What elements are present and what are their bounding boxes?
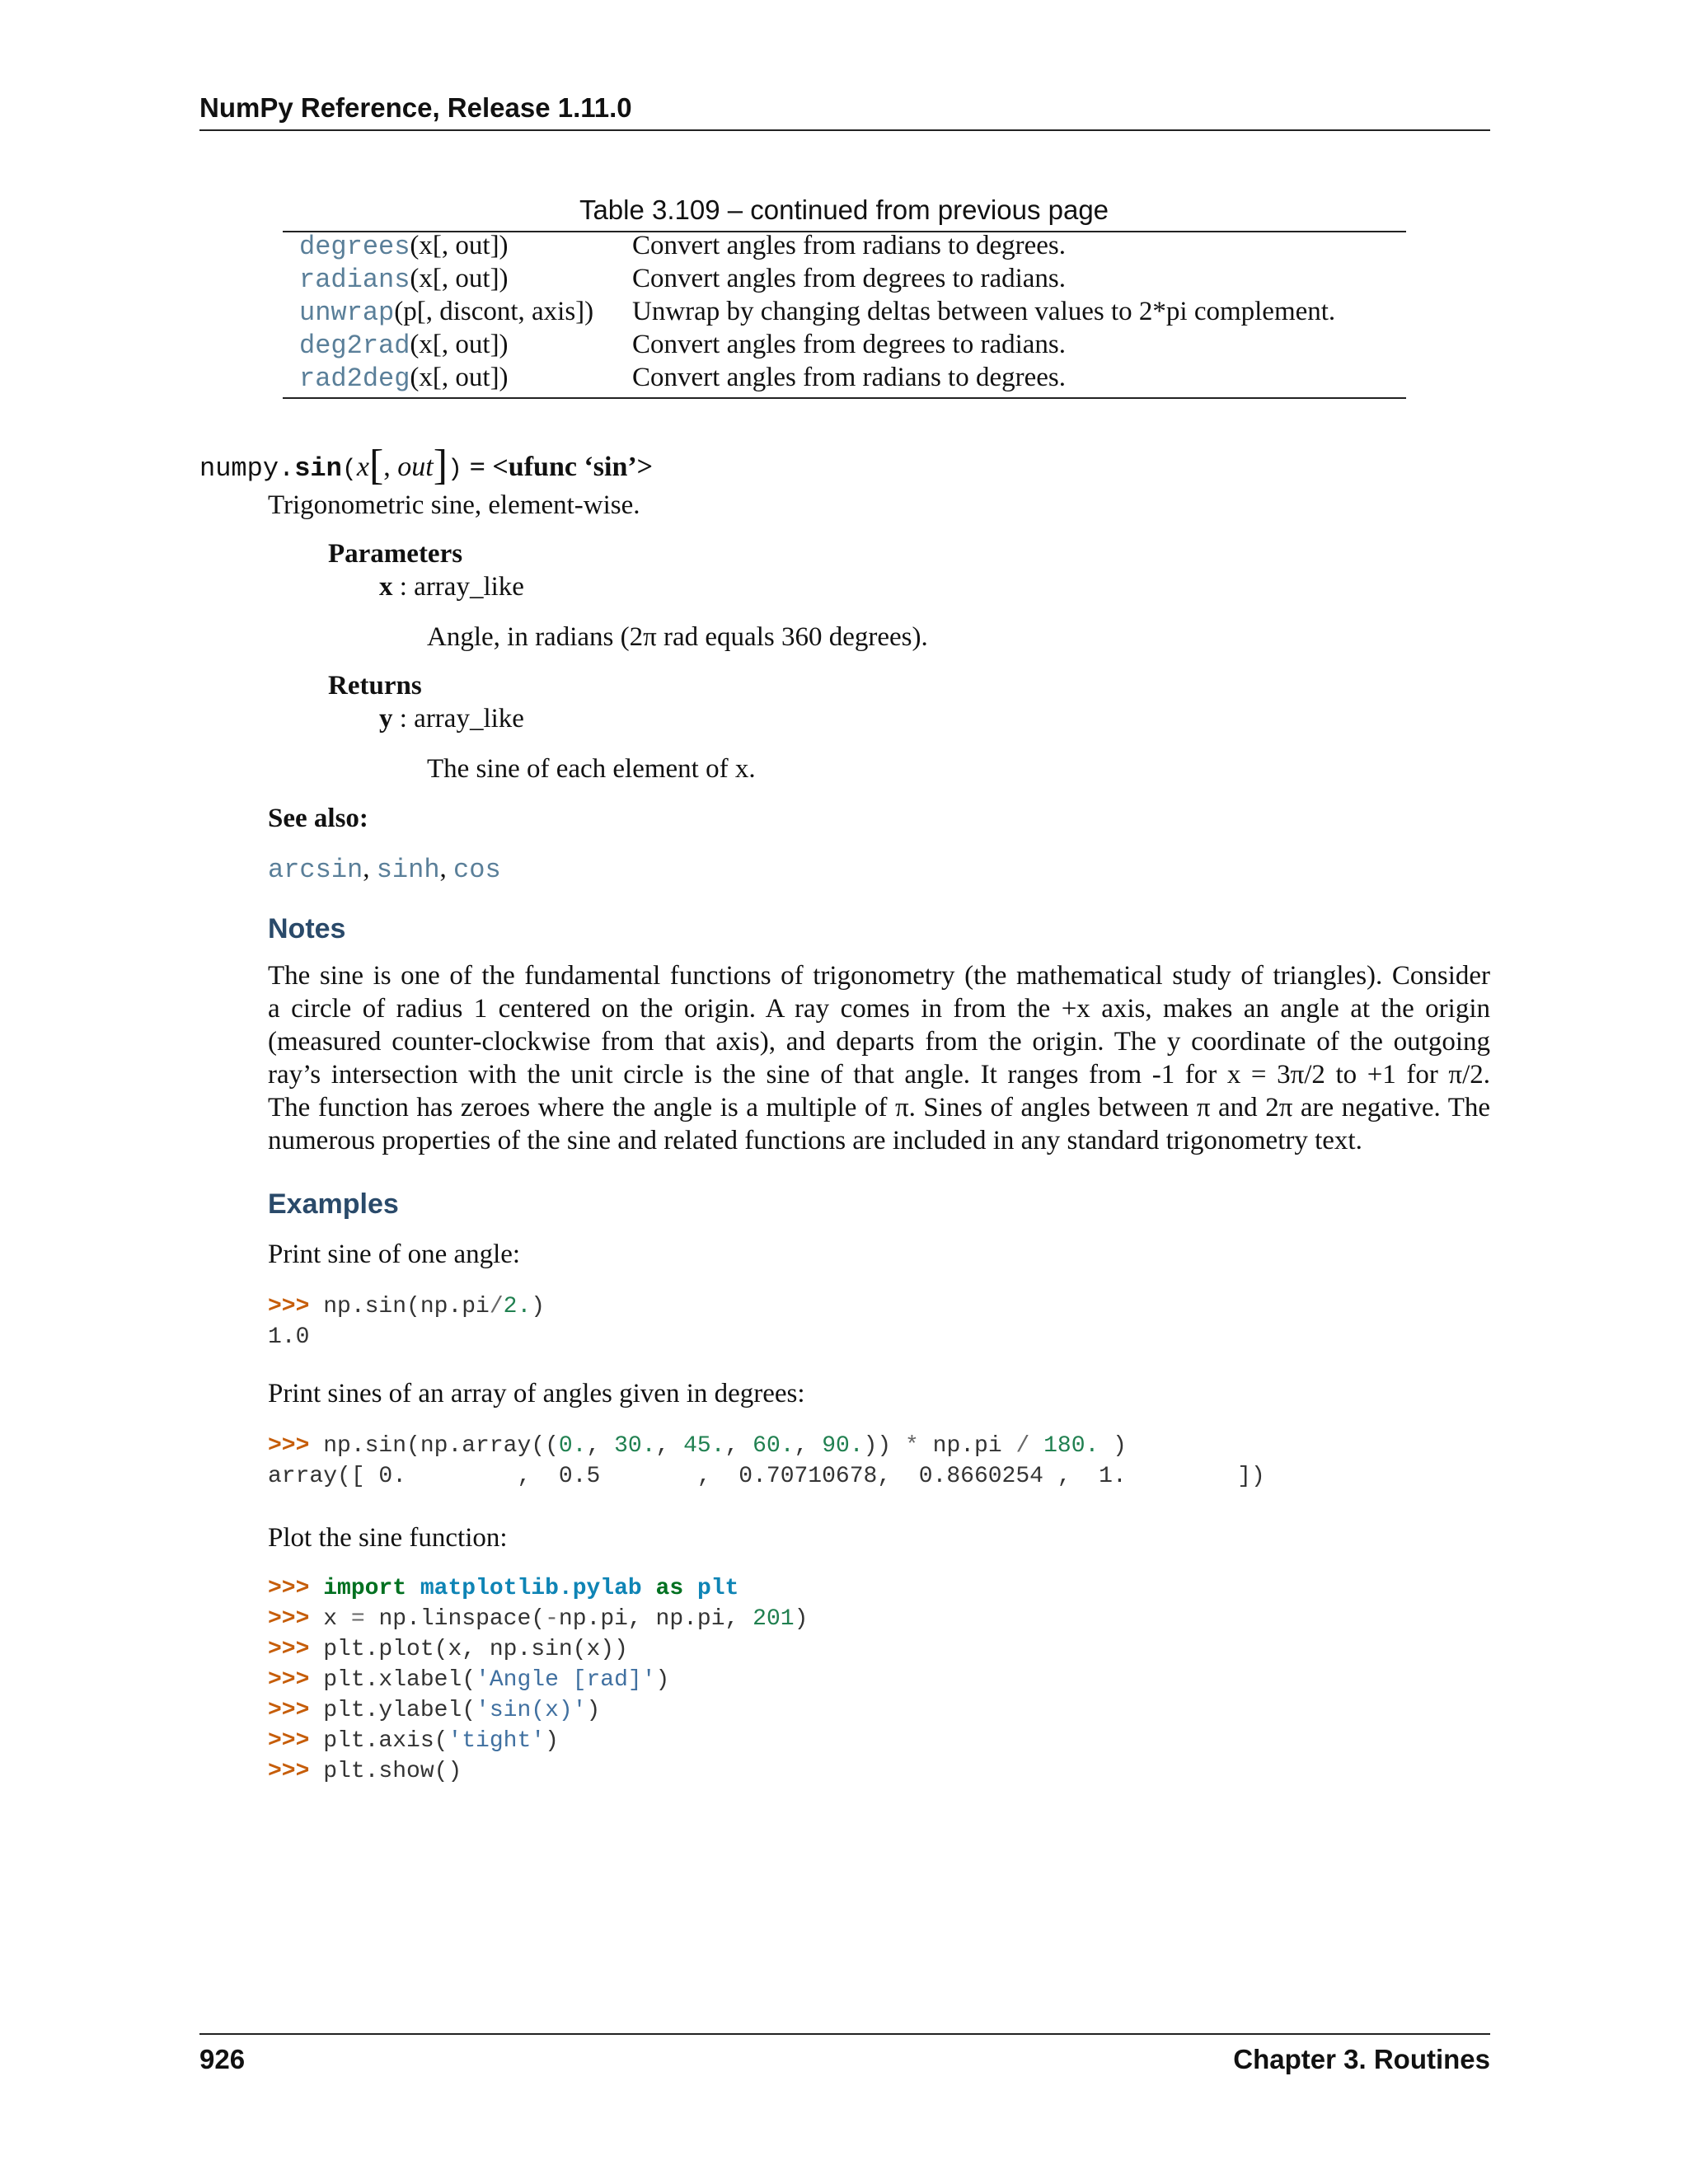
code-text: plt.ylabel(: [309, 1698, 476, 1723]
table-row: [283, 330, 1406, 363]
code-number: 201: [753, 1606, 795, 1632]
code-prompt: >>>: [268, 1759, 310, 1784]
code-number: 30.: [614, 1433, 656, 1459]
function-link-rad2deg[interactable]: rad2deg: [299, 363, 410, 394]
code-operator: /: [489, 1294, 504, 1319]
notes-line: a circle of radius 1 centered on the origin. A ray comes in from the +x axis, makes an angle at the origin: [268, 994, 1490, 1024]
function-args: (x[, out]): [410, 330, 509, 359]
table-row: [283, 363, 1406, 396]
examples-intro-1: Print sine of one angle:: [268, 1240, 521, 1269]
code-text: plt.plot(x, np.sin(x)): [309, 1637, 628, 1662]
code-output: array([ 0. , 0.5 , 0.70710678, 0.8660254 , 1. ]): [268, 1464, 1265, 1489]
code-prompt: >>>: [268, 1576, 310, 1601]
function-args: (x[, out]): [410, 231, 509, 260]
return-description: The sine of each element of x.: [427, 754, 756, 784]
code-line: [268, 1698, 600, 1723]
code-prompt: >>>: [268, 1637, 310, 1662]
function-link-degrees[interactable]: degrees: [299, 232, 410, 262]
see-also-link-cos[interactable]: cos: [453, 855, 501, 885]
notes-heading: Notes: [268, 913, 346, 944]
signature-name: sin: [294, 453, 342, 484]
code-line: [268, 1667, 669, 1693]
code-line: [268, 1759, 462, 1784]
code-text: x: [309, 1606, 351, 1632]
code-keyword: as: [655, 1576, 684, 1601]
code-text: ): [531, 1294, 546, 1319]
function-link-unwrap[interactable]: unwrap: [299, 298, 395, 328]
see-also-separator: ,: [363, 854, 377, 883]
code-prompt: >>>: [268, 1698, 310, 1723]
table-row: [283, 297, 1406, 330]
code-number: 90.: [822, 1433, 864, 1459]
function-link-deg2rad[interactable]: deg2rad: [299, 330, 410, 361]
code-module: matplotlib.pylab: [420, 1576, 642, 1601]
code-text: plt.axis(: [309, 1728, 448, 1754]
code-operator: =: [350, 1606, 365, 1632]
examples-heading: Examples: [268, 1188, 399, 1220]
code-text: ): [655, 1667, 670, 1693]
code-text: plt.xlabel(: [309, 1667, 476, 1693]
signature-close-bracket: ]: [433, 442, 448, 489]
examples-intro-2: Print sines of an array of angles given in degrees:: [268, 1379, 805, 1408]
table-bottom-rule: [283, 397, 1406, 399]
see-also-separator: ,: [439, 854, 454, 883]
table-row: [283, 264, 1406, 297]
function-description: Convert angles from radians to degrees.: [632, 363, 1067, 392]
notes-line: The sine is one of the fundamental functions of trigonometry (the mathematical study of triangles). Consider: [268, 961, 1490, 991]
parameter-x: [379, 570, 524, 603]
code-output: 1.0: [268, 1324, 310, 1350]
code-number: 2.: [503, 1294, 532, 1319]
notes-line: numerous properties of the sine and related functions are included in any standard trigonometry text.: [268, 1126, 1362, 1155]
code-text: ,: [724, 1433, 753, 1459]
see-also-heading: See also:: [268, 804, 368, 833]
code-operator: /: [1015, 1433, 1030, 1459]
parameter-name: x: [379, 572, 393, 602]
signature-arg-x: x: [356, 452, 369, 482]
code-operator: *: [905, 1433, 919, 1459]
returns-heading: Returns: [328, 671, 422, 701]
signature-arg-out: out: [397, 452, 434, 482]
code-text: np.sin(np.pi: [309, 1294, 490, 1319]
signature-module: numpy.: [199, 453, 295, 484]
code-operator: -: [545, 1606, 559, 1632]
code-string: 'tight': [448, 1728, 546, 1754]
code-text: )): [863, 1433, 906, 1459]
code-line: [268, 1433, 1127, 1459]
code-number: 180.: [1043, 1433, 1100, 1459]
parameters-heading: Parameters: [328, 539, 463, 569]
code-line: [268, 1294, 545, 1319]
function-args: (x[, out]): [410, 264, 509, 293]
table-caption: Table 3.109 – continued from previous page: [579, 194, 1109, 225]
see-also-link-sinh[interactable]: sinh: [376, 855, 440, 885]
notes-line: The function has zeroes where the angle is a multiple of π. Sines of angles between π and 2π are negative. The: [268, 1093, 1490, 1122]
page-number: 926: [199, 2044, 246, 2074]
return-y: [379, 702, 524, 735]
code-text: np.pi: [918, 1433, 1016, 1459]
notes-paragraph: [268, 959, 1490, 1157]
function-link-radians[interactable]: radians: [299, 265, 410, 295]
parameter-description: Angle, in radians (2π rad equals 360 degrees).: [427, 622, 928, 652]
function-description: Convert angles from degrees to radians.: [632, 330, 1067, 359]
code-text: ,: [655, 1433, 684, 1459]
signature-close-paren: ): [448, 456, 463, 484]
code-prompt: >>>: [268, 1606, 310, 1632]
parameter-type: : array_like: [392, 572, 524, 602]
code-number: 45.: [683, 1433, 725, 1459]
code-string: 'sin(x)': [476, 1698, 587, 1723]
code-module: plt: [696, 1576, 739, 1601]
function-description: Convert angles from degrees to radians.: [632, 264, 1067, 293]
code-line: [268, 1576, 738, 1601]
code-text: ): [586, 1698, 601, 1723]
function-args: (p[, discont, axis]): [394, 297, 594, 326]
table-row: [283, 231, 1406, 264]
code-prompt: >>>: [268, 1667, 310, 1693]
return-type: : array_like: [392, 704, 524, 733]
function-description: Unwrap by changing deltas between values to 2*pi complement.: [632, 297, 1336, 326]
code-prompt: >>>: [268, 1433, 310, 1459]
code-line: [268, 1728, 559, 1754]
code-prompt: >>>: [268, 1728, 310, 1754]
signature-open-paren: (: [341, 456, 357, 484]
code-text: ,: [794, 1433, 823, 1459]
code-line: [268, 1606, 808, 1632]
signature-comma: ,: [383, 452, 398, 482]
code-keyword: import: [323, 1576, 407, 1601]
code-prompt: >>>: [268, 1294, 310, 1319]
see-also-link-arcsin[interactable]: arcsin: [268, 855, 363, 885]
signature-assignment: = <ufunc ‘sin’>: [462, 452, 654, 482]
notes-line: ray’s intersection with the unit circle is the sine of that angle. It ranges from -1 for x = 3π/2 to +1 for π/2.: [268, 1060, 1490, 1090]
header-rule: [199, 129, 1490, 131]
code-text: ,: [586, 1433, 615, 1459]
see-also-links: [268, 852, 501, 887]
notes-line: (measured counter-clockwise from that axis), and departs from the origin. The y coordinate of the outgoing: [268, 1027, 1490, 1057]
return-name: y: [379, 704, 393, 733]
code-text: ): [794, 1606, 809, 1632]
code-text: np.sin(np.array((: [309, 1433, 559, 1459]
code-text: np.pi, np.pi,: [558, 1606, 753, 1632]
code-text: ): [545, 1728, 559, 1754]
function-signature: [199, 442, 654, 489]
chapter-label: Chapter 3. Routines: [1233, 2044, 1490, 2074]
signature-open-bracket: [: [368, 442, 384, 489]
code-number: 0.: [558, 1433, 587, 1459]
examples-intro-3: Plot the sine function:: [268, 1523, 508, 1553]
code-text: ): [1099, 1433, 1127, 1459]
code-text: plt.show(): [309, 1759, 462, 1784]
function-summary: Trigonometric sine, element-wise.: [268, 490, 640, 520]
code-line: [268, 1637, 628, 1662]
running-header: NumPy Reference, Release 1.11.0: [199, 92, 632, 123]
function-args: (x[, out]): [410, 363, 509, 392]
code-text: [1029, 1433, 1043, 1459]
code-number: 60.: [753, 1433, 795, 1459]
function-description: Convert angles from radians to degrees.: [632, 231, 1067, 260]
footer-rule: [199, 2033, 1490, 2035]
code-text: np.linspace(: [364, 1606, 546, 1632]
code-string: 'Angle [rad]': [476, 1667, 656, 1693]
